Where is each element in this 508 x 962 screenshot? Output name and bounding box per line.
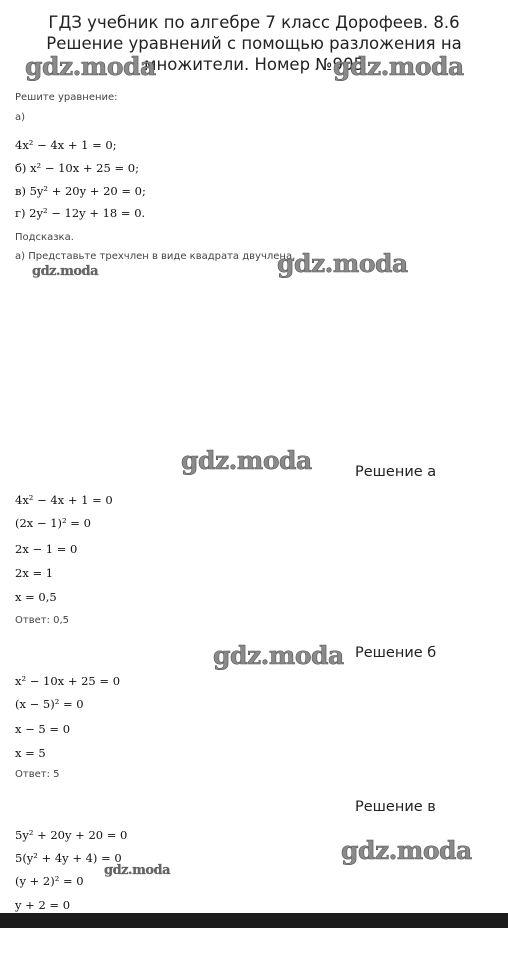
watermark-logo: gdz.moda bbox=[181, 446, 312, 475]
task-equation-v: в) 5y² + 20y + 20 = 0; bbox=[15, 184, 146, 198]
bottom-bar bbox=[0, 913, 508, 928]
watermark-logo: gdz.moda bbox=[104, 863, 171, 878]
task-equation-g: г) 2y² − 12y + 18 = 0. bbox=[15, 206, 146, 220]
solution-b-line: x = 5 bbox=[15, 746, 46, 760]
solution-v-line: y + 2 = 0 bbox=[15, 898, 71, 912]
solution-v-line: (y + 2)² = 0 bbox=[15, 874, 84, 888]
task-intro: Решите уравнение: bbox=[15, 92, 118, 103]
solution-b-line: x² − 10x + 25 = 0 bbox=[15, 674, 121, 688]
solution-a-line: (2x − 1)² = 0 bbox=[15, 516, 91, 530]
solution-a-line: x = 0,5 bbox=[15, 590, 57, 604]
task-equation-b: б) x² − 10x + 25 = 0; bbox=[15, 161, 139, 175]
solution-b-line: x − 5 = 0 bbox=[15, 722, 71, 736]
solution-b-line: (x − 5)² = 0 bbox=[15, 697, 84, 711]
solution-a-line: 4x² − 4x + 1 = 0 bbox=[15, 493, 113, 507]
solution-v-heading: Решение в bbox=[355, 799, 436, 815]
watermark-logo: gdz.moda bbox=[32, 264, 99, 279]
watermark-logo: gdz.moda bbox=[25, 52, 156, 81]
task-equation-a: 4x² − 4x + 1 = 0; bbox=[15, 138, 117, 152]
hint-title: Подсказка. bbox=[15, 232, 74, 243]
watermark-logo: gdz.moda bbox=[333, 52, 464, 81]
solution-b-answer: Ответ: 5 bbox=[15, 769, 60, 780]
task-label-a: а) bbox=[15, 112, 26, 123]
watermark-logo: gdz.moda bbox=[213, 641, 344, 670]
solution-b-heading: Решение б bbox=[355, 645, 437, 661]
page-title: ГДЗ учебник по алгебре 7 класс Дорофеев. 8.6 Решение уравнений с помощью разложения на множители. Номер №905 bbox=[46, 13, 462, 74]
solution-a-line: 2x − 1 = 0 bbox=[15, 542, 78, 556]
watermark-logo: gdz.moda bbox=[277, 249, 408, 278]
solution-a-answer: Ответ: 0,5 bbox=[15, 615, 70, 626]
solution-a-line: 2x = 1 bbox=[15, 566, 54, 580]
watermark-logo: gdz.moda bbox=[341, 836, 472, 865]
solution-v-line: 5(y² + 4y + 4) = 0 bbox=[15, 851, 122, 865]
hint-text-a: а) Представьте трехчлен в виде квадрата двучлена. bbox=[15, 251, 296, 262]
solution-v-line: 5y² + 20y + 20 = 0 bbox=[15, 828, 128, 842]
solution-a-heading: Решение а bbox=[355, 464, 437, 480]
